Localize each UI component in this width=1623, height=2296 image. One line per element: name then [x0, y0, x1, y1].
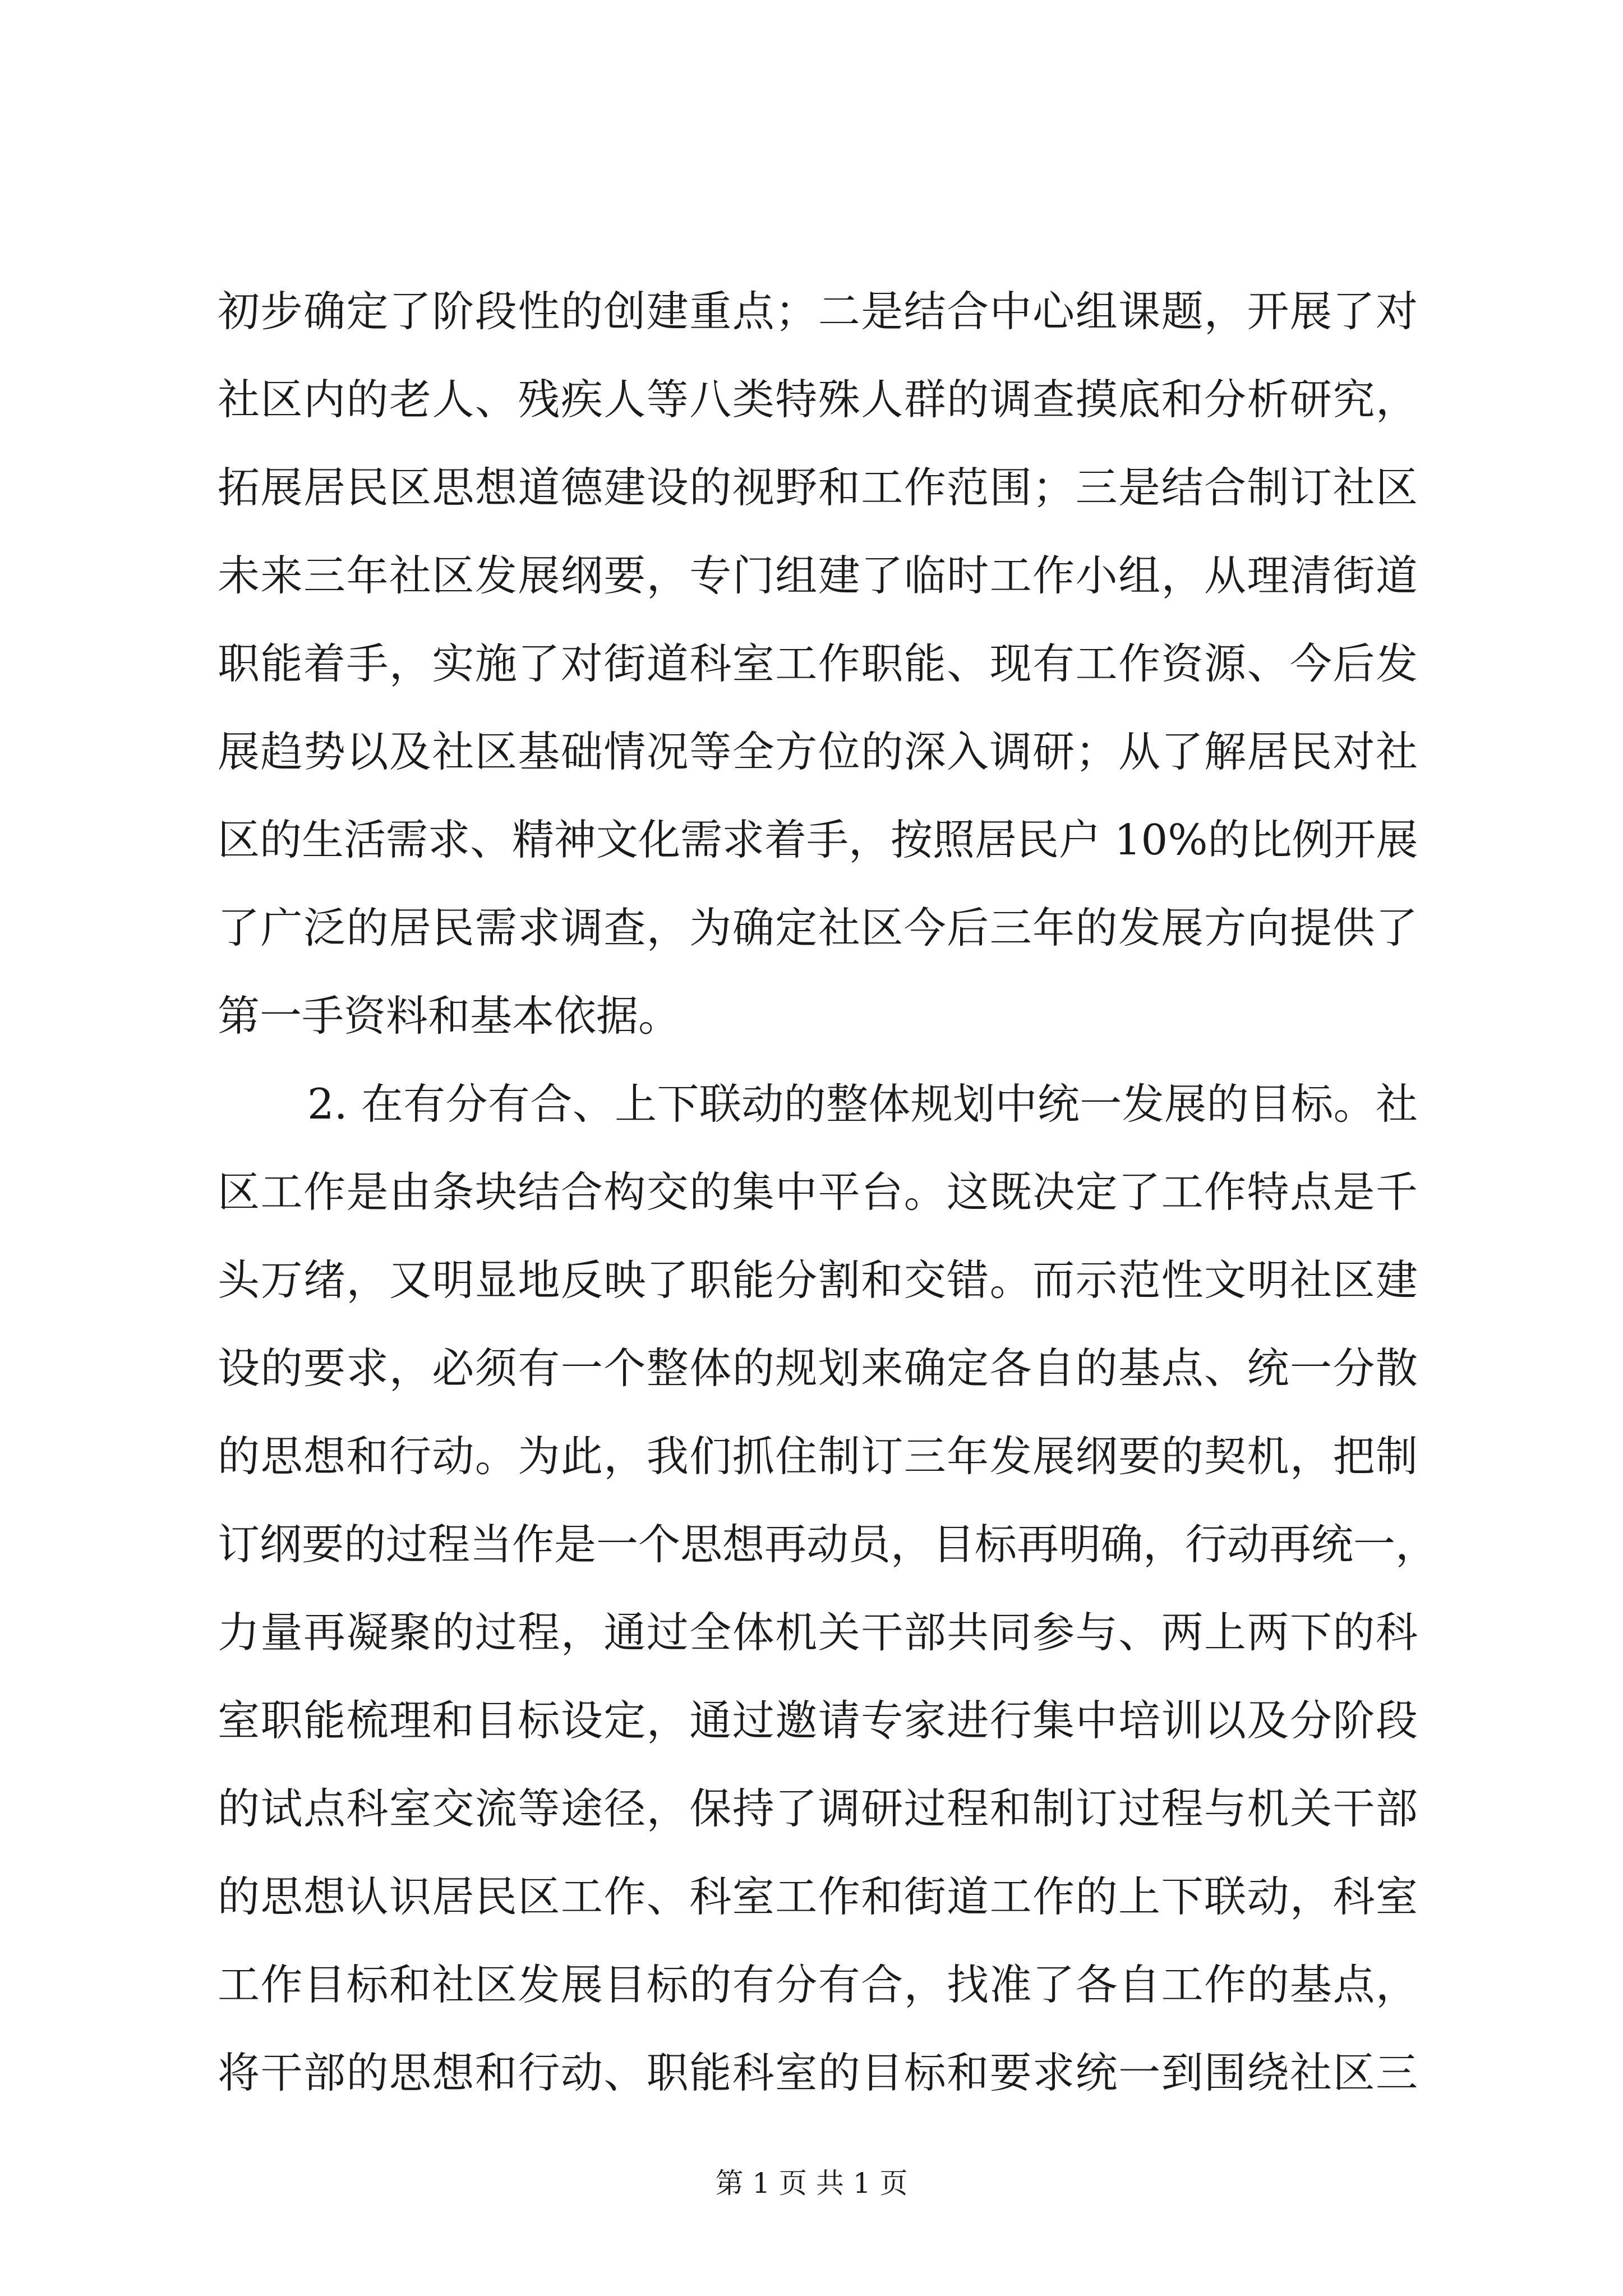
text-line: 室职能梳理和目标设定，通过邀请专家进行集中培训以及分阶段 — [218, 1696, 1418, 1745]
text-line: 力量再凝聚的过程，通过全体机关干部共同参与、两上两下的科 — [218, 1608, 1418, 1657]
text-line: 第一手资料和基本依据。 — [218, 991, 681, 1041]
text-line: 展趋势以及社区基础情况等全方位的深入调研；从了解居民对社 — [218, 727, 1418, 776]
text-line: 2. 在有分有合、上下联动的整体规划中统一发展的目标。社 — [307, 1079, 1418, 1129]
text-line: 将干部的思想和行动、职能科室的目标和要求统一到围绕社区三 — [218, 2048, 1418, 2097]
text-line: 订纲要的过程当作是一个思想再动员，目标再明确，行动再统一， — [218, 1520, 1438, 1569]
text-line: 职能着手，实施了对街道科室工作职能、现有工作资源、今后发 — [218, 639, 1418, 688]
text-line: 工作目标和社区发展目标的有分有合，找准了各自工作的基点， — [218, 1960, 1418, 2009]
text-line: 拓展居民区思想道德建设的视野和工作范围；三是结合制订社区 — [218, 463, 1418, 512]
text-line: 头万绪，又明显地反映了职能分割和交错。而示范性文明社区建 — [218, 1255, 1418, 1305]
text-line: 区的生活需求、精神文化需求着手，按照居民户 10%的比例开展 — [218, 815, 1418, 864]
text-line: 的思想和行动。为此，我们抓住制订三年发展纲要的契机，把制 — [218, 1432, 1418, 1481]
text-line: 初步确定了阶段性的创建重点；二是结合中心组课题，开展了对 — [218, 287, 1418, 336]
text-line: 未来三年社区发展纲要，专门组建了临时工作小组，从理清街道 — [218, 551, 1418, 600]
page-number-footer: 第 1 页 共 1 页 — [715, 2167, 908, 2200]
text-line: 的试点科室交流等途径，保持了调研过程和制订过程与机关干部 — [218, 1784, 1418, 1833]
text-line: 了广泛的居民需求调查，为确定社区今后三年的发展方向提供了 — [218, 903, 1418, 953]
text-line: 设的要求，必须有一个整体的规划来确定各自的基点、统一分散 — [218, 1343, 1418, 1393]
text-line: 社区内的老人、残疾人等八类特殊人群的调查摸底和分析研究， — [218, 375, 1418, 424]
text-line: 区工作是由条块结合构交的集中平台。这既决定了工作特点是千 — [218, 1167, 1418, 1217]
text-line: 的思想认识居民区工作、科室工作和街道工作的上下联动，科室 — [218, 1872, 1418, 1921]
